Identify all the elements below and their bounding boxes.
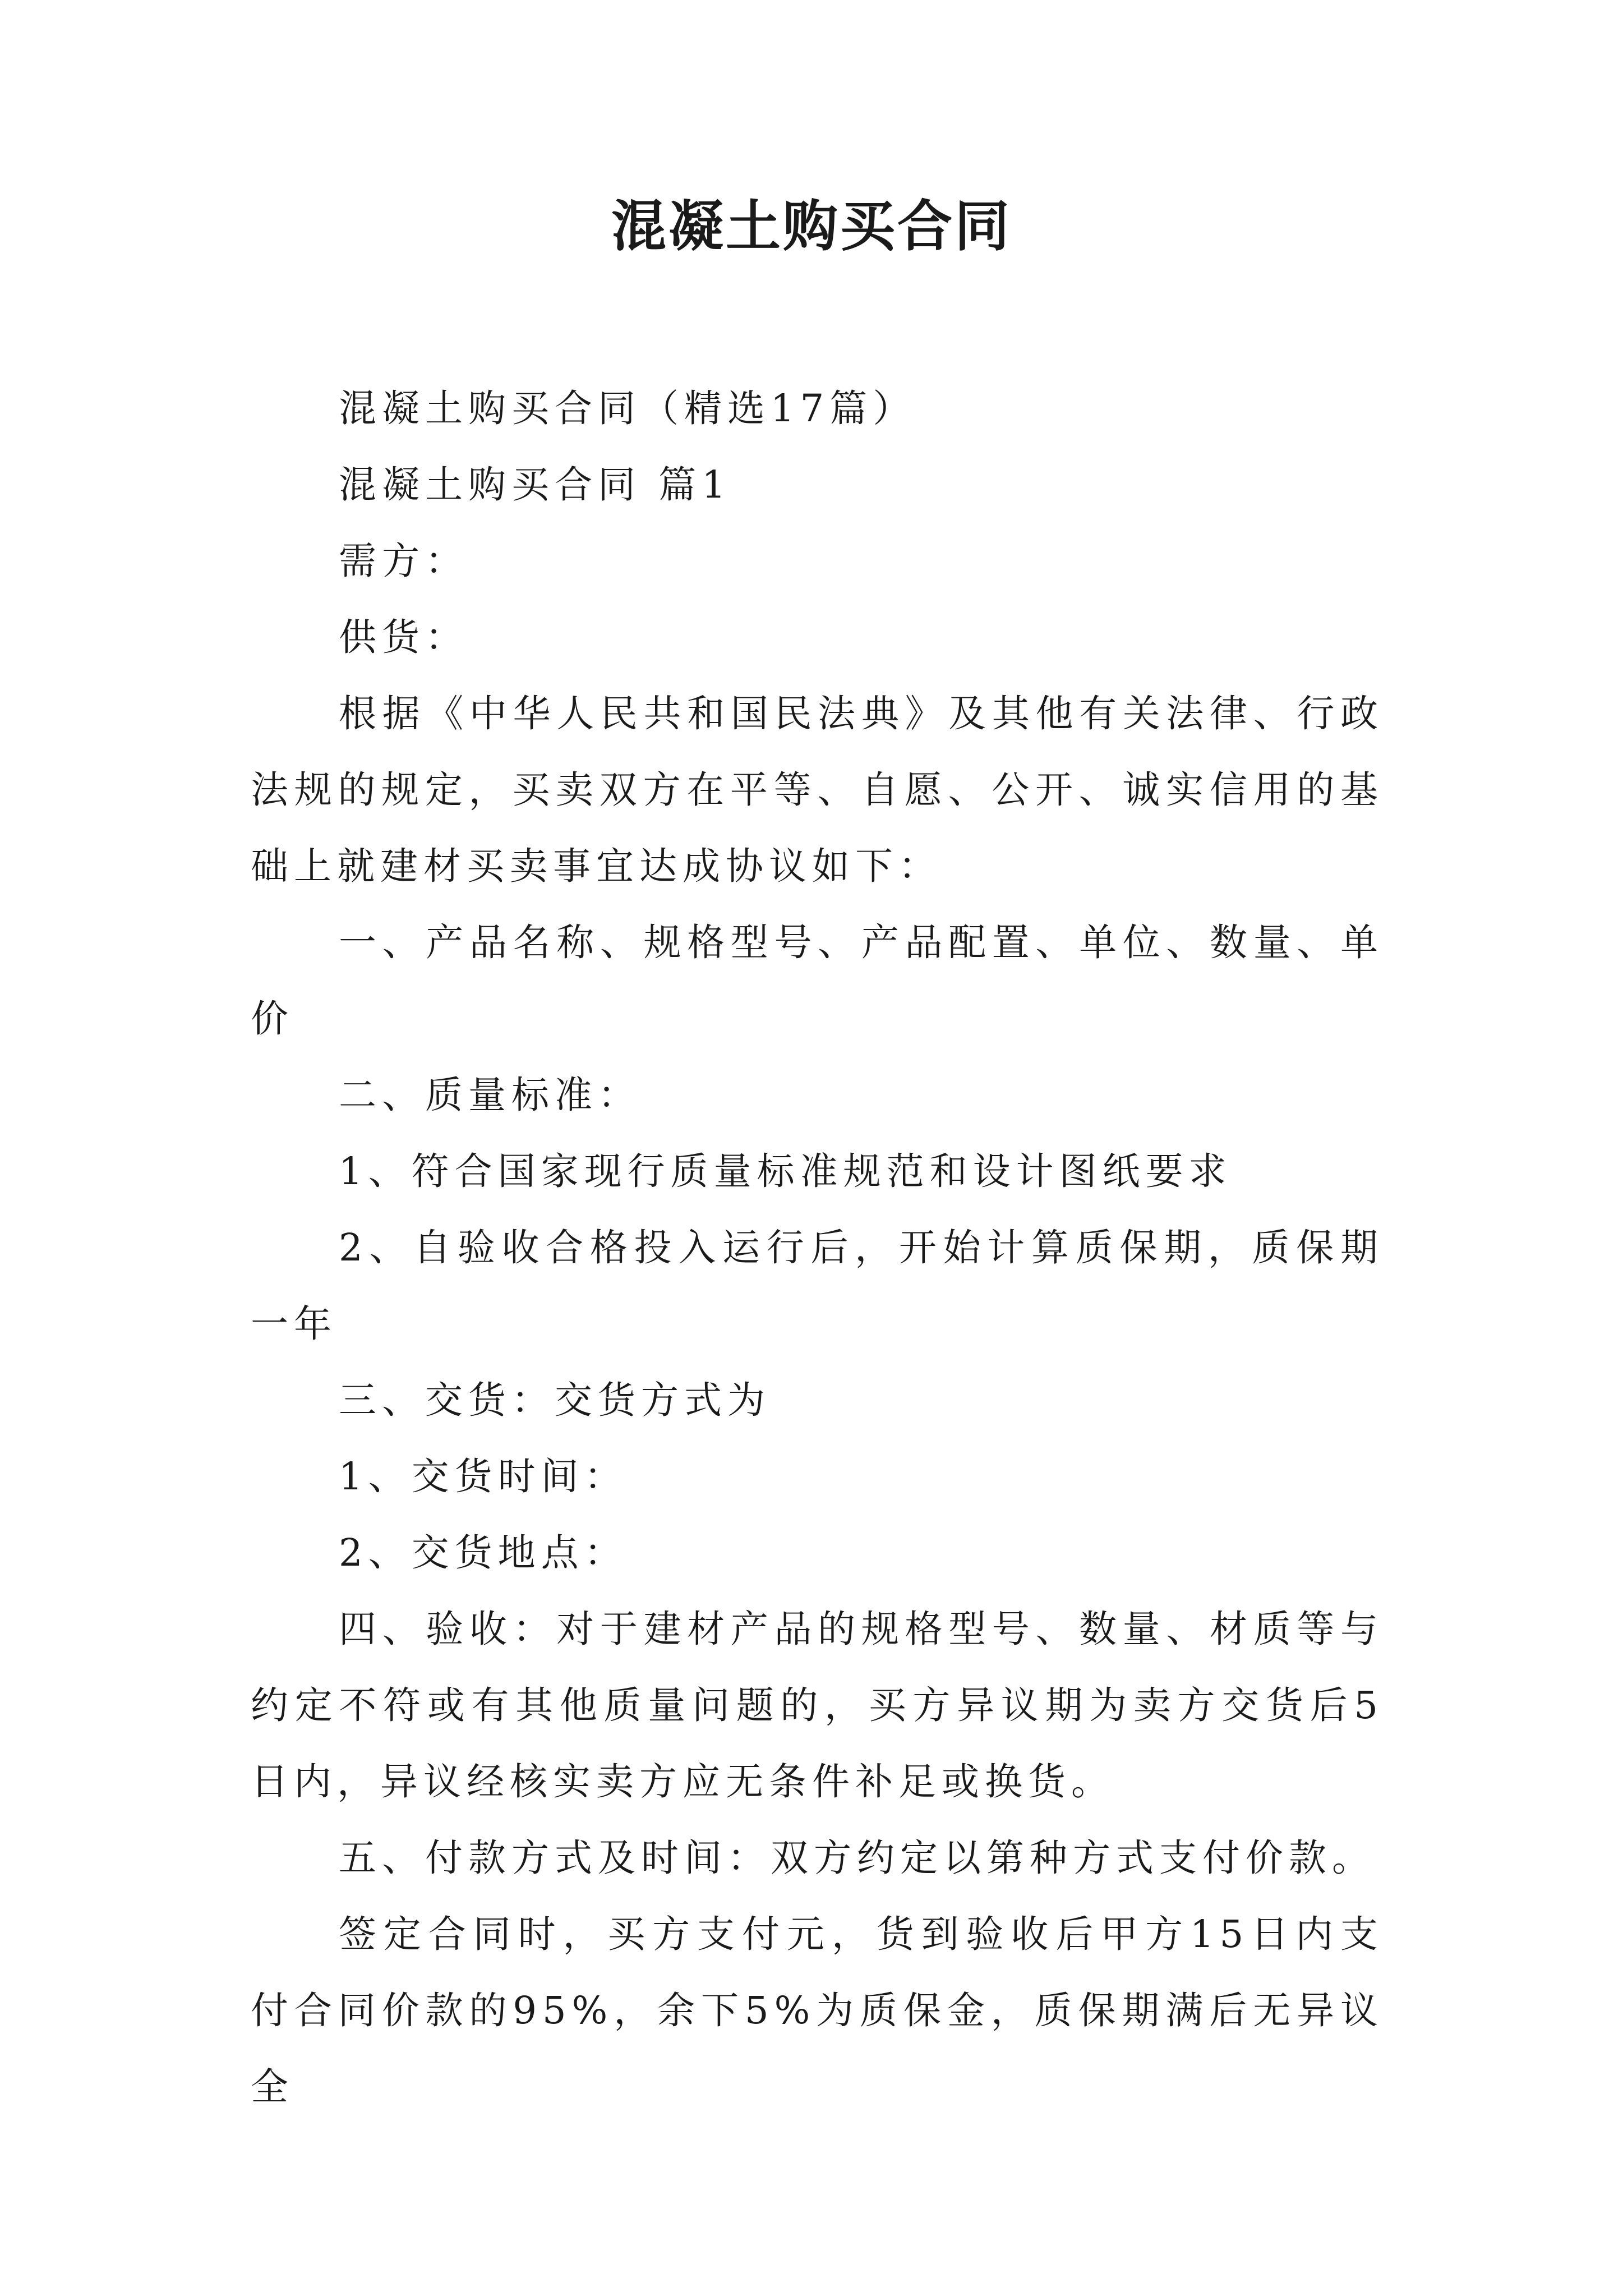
paragraph-clause-2-item-2: 2、自验收合格投入运行后，开始计算质保期，质保期一年: [251, 1226, 1384, 1346]
paragraph-supplier: 供货：: [339, 615, 468, 659]
paragraph-clause-4: 四、验收：对于建材产品的规格型号、数量、材质等与约定不符或有其他质量问题的，买方异议期为卖方交货后5日内，异议经核实卖方应无条件补足或换货。: [251, 1607, 1384, 1803]
paragraph-clause-1: 一、产品名称、规格型号、产品配置、单位、数量、单价: [251, 921, 1384, 1041]
paragraph-clause-5: 五、付款方式及时间：双方约定以第种方式支付价款。: [339, 1836, 1375, 1880]
paragraph-clause-2: 二、质量标准：: [339, 1073, 641, 1117]
paragraph-clause-3-item-1: 1、交货时间：: [339, 1455, 628, 1498]
paragraph-section-heading: 混凝土购买合同 篇1: [339, 463, 731, 507]
paragraph-clause-2-item-1: 1、符合国家现行质量标准规范和设计图纸要求: [339, 1149, 1232, 1193]
paragraph-clause-3: 三、交货：交货方式为: [339, 1378, 771, 1422]
paragraph-clause-3-item-2: 2、交货地点：: [339, 1531, 628, 1575]
document-title: 混凝土购买合同: [611, 194, 1012, 259]
paragraph-payment-terms: 签定合同时，买方支付元，货到验收后甲方15日内支付合同价款的95%，余下5%为质保金，质保期满后无异议全: [251, 1912, 1384, 2109]
paragraph-preamble: 根据《中华人民共和国民法典》及其他有关法律、行政法规的规定，买卖双方在平等、自愿、公开、诚实信用的基础上就建材买卖事宜达成协议如下：: [251, 692, 1384, 888]
document-body: [251, 370, 1384, 2125]
paragraph-buyer: 需方：: [339, 539, 468, 583]
paragraph-subtitle: 混凝土购买合同（精选17篇）: [339, 386, 916, 430]
